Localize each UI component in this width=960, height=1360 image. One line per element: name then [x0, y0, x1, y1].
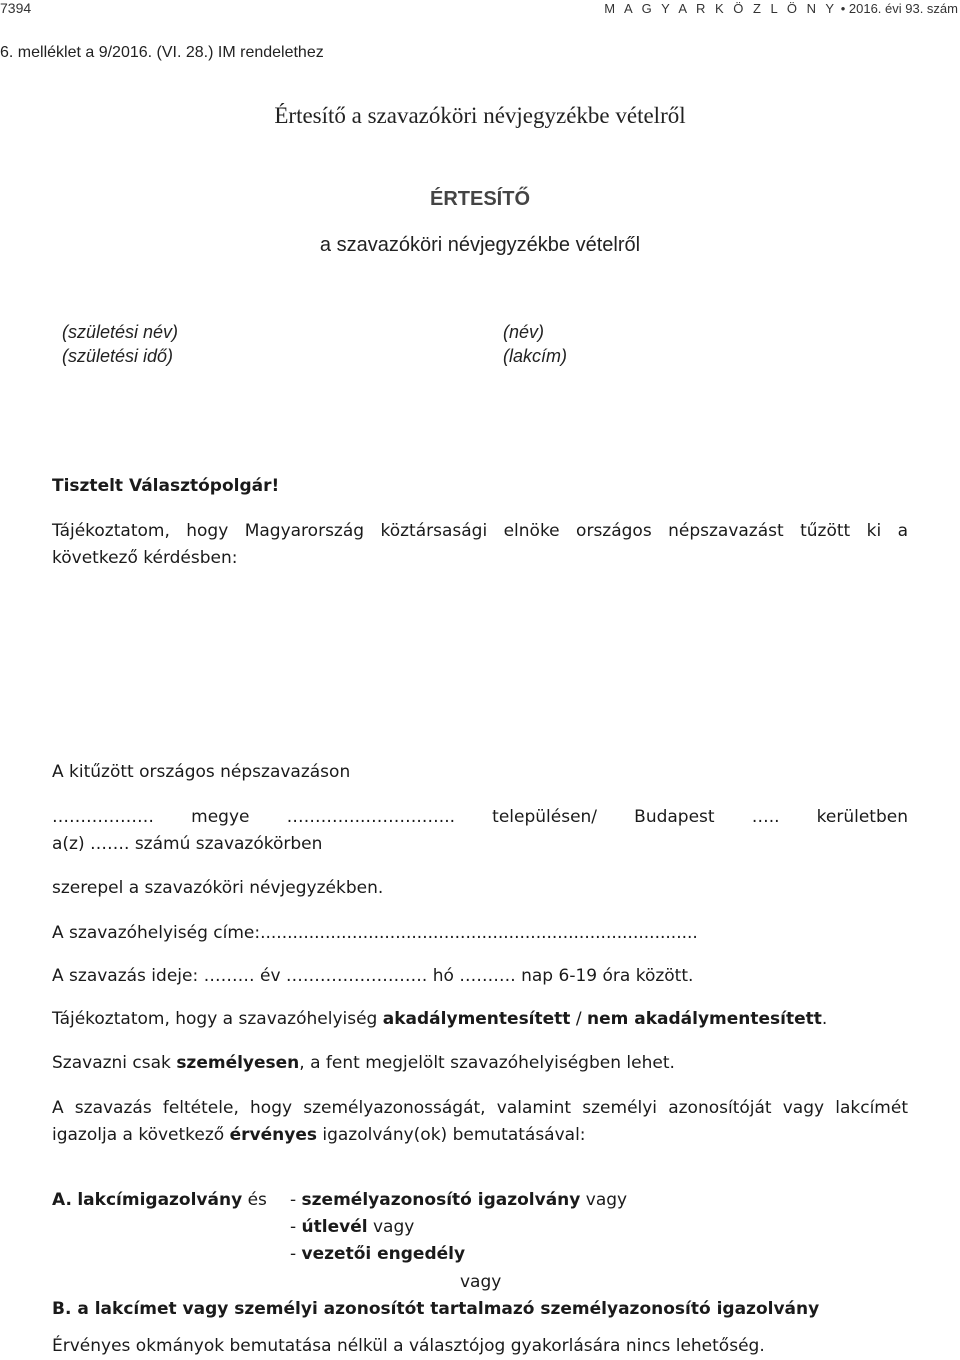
publication-header [604, 1, 958, 16]
issue-number: 2016. évi 93. szám [848, 1, 958, 16]
condition-prefix: igazolja a következő [52, 1125, 230, 1145]
polling-time-line: A szavazás ideje: ……… év ……………………. hó ………. nap 6-19 óra között. [52, 966, 694, 986]
item-suffix: vagy [367, 1217, 415, 1237]
option-a-conjunction: és [242, 1190, 267, 1210]
page-number: 7394 [0, 0, 32, 16]
form-heading: ÉRTESÍTŐ [429, 188, 530, 210]
option-a-item-1 [290, 1187, 627, 1214]
intro-line-1: Tájékoztatom, hogy Magyarország köztársasági elnöke országos népszavazást tűzött ki a [52, 521, 908, 541]
option-a [52, 1187, 267, 1214]
birth-date-field: (születési idő) [62, 346, 174, 366]
personal-emphasis: személyesen [176, 1053, 300, 1073]
polling-address-line: A szavazóhelyiség címe:................................................................................. [52, 923, 698, 943]
accessibility-separator: / [570, 1009, 587, 1029]
not-accessible-option: nem akadálymentesített [586, 1009, 822, 1029]
id-card-item: személyazonosító igazolvány [301, 1190, 581, 1210]
name-field: (név) [503, 322, 545, 342]
option-a-item-3 [290, 1241, 465, 1268]
option-a-item-2 [290, 1214, 414, 1241]
personal-prefix: Szavazni csak [52, 1053, 177, 1073]
condition-line-1: A szavazás feltétele, hogy személyazonosságát, valamint személyi azonosítóját vagy lakcímét [52, 1098, 908, 1118]
accessibility-suffix: . [821, 1009, 828, 1029]
item-dash: - [290, 1190, 302, 1210]
greeting: Tisztelt Választópolgár! [52, 476, 280, 496]
referendum-line: A kitűzött országos népszavazáson [52, 762, 351, 782]
birth-name-field: (születési név) [62, 322, 179, 342]
or-separator: vagy [460, 1272, 502, 1292]
form-subheading: a szavazóköri névjegyzékbe vételről [319, 234, 641, 256]
address-field: (lakcím) [503, 346, 567, 366]
option-a-document: lakcímigazolvány [77, 1190, 243, 1210]
footer-note: Érvényes okmányok bemutatása nélkül a választójog gyakorlására nincs lehetőség. [52, 1336, 765, 1356]
condition-suffix: igazolvány(ok) bemutatásával: [316, 1125, 586, 1145]
item-suffix: vagy [580, 1190, 628, 1210]
condition-line-2 [52, 1122, 586, 1149]
accessibility-prefix: Tájékoztatom, hogy a szavazóhelyiség [52, 1009, 383, 1029]
document-title: Értesítő a szavazóköri névjegyzékbe vételről [274, 103, 686, 128]
personal-suffix: , a fent megjelölt szavazóhelyiségben lehet. [299, 1053, 675, 1073]
accessible-option: akadálymentesített [382, 1009, 571, 1029]
location-line-2: a(z) ……. számú szavazókörben [52, 834, 323, 854]
intro-line-2: következő kérdésben: [52, 548, 238, 568]
passport-item: útlevél [301, 1217, 368, 1237]
location-line-1: ……………… megye …………..……….…... településen/ Budapest ….. kerületben [52, 807, 908, 827]
item-dash: - [290, 1244, 302, 1264]
registration-statement: szerepel a szavazóköri névjegyzékben. [52, 878, 384, 898]
annex-reference: 6. melléklet a 9/2016. (VI. 28.) IM rendelethez [0, 44, 324, 61]
option-a-label: A. [52, 1190, 72, 1210]
accessibility-line [52, 1006, 827, 1033]
condition-emphasis: érvényes [229, 1125, 317, 1145]
publication-name: M A G Y A R K Ö Z L Ö N Y [604, 1, 838, 16]
personal-voting-line [52, 1050, 675, 1077]
drivers-license-item: vezetői engedély [301, 1244, 466, 1264]
option-b: B. a lakcímet vagy személyi azonosítót tartalmazó személyazonosító igazolvány [52, 1299, 820, 1319]
bullet-separator: • [840, 1, 846, 16]
item-dash: - [290, 1217, 302, 1237]
